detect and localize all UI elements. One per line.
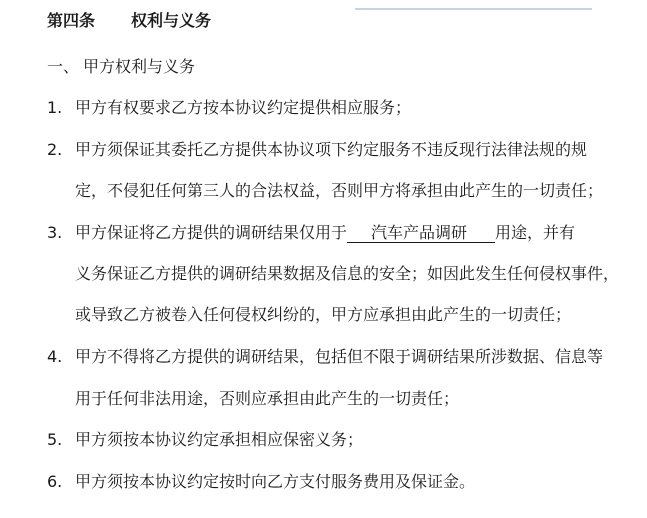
item-text: 甲方有权要求乙方按本协议约定提供相应服务； <box>75 98 412 117</box>
item-number: 1. <box>47 98 63 117</box>
item-text: 甲方须按本协议约定承担相应保密义务； <box>75 430 364 449</box>
list-item <box>47 472 475 492</box>
item-text: 甲方保证将乙方提供的调研结果仅用于 <box>75 223 348 242</box>
list-item <box>47 98 411 118</box>
list-item <box>47 140 587 160</box>
blank-value: 汽车产品调研 <box>371 223 468 242</box>
item-text: 甲方不得将乙方提供的调研结果，包括但不限于调研结果所涉数据、信息等 <box>75 347 604 366</box>
item-text: 甲方须保证其委托乙方提供本协议项下约定服务不违反现行法律法规的规 <box>75 140 588 159</box>
top-divider <box>355 8 592 10</box>
list-item <box>47 430 363 450</box>
section-title: 甲方权利与义务 <box>83 57 196 76</box>
item-number: 6. <box>47 472 63 491</box>
fill-in-blank <box>347 224 495 243</box>
article-number: 第四条 <box>47 11 96 30</box>
item-number: 4. <box>47 347 63 366</box>
item-text: 甲方须按本协议约定按时向乙方支付服务费用及保证金。 <box>75 472 476 491</box>
section-heading <box>47 57 195 77</box>
item-number: 5. <box>47 430 63 449</box>
item-number: 2. <box>47 140 63 159</box>
item-continuation: 用于任何非法用途，否则应承担由此产生的一切责任； <box>75 389 460 408</box>
item-continuation: 或导致乙方被卷入任何侵权纠纷的，甲方应承担由此产生的一切责任； <box>75 305 572 324</box>
section-marker: 一、 <box>47 57 80 76</box>
item-continuation: 义务保证乙方提供的调研结果数据及信息的安全；如因此发生任何侵权事件， <box>75 264 620 283</box>
item-text-after: 用途，并有 <box>495 223 576 242</box>
list-item <box>47 223 575 243</box>
article-title: 权利与义务 <box>131 11 212 30</box>
list-item <box>47 347 603 367</box>
article-heading <box>47 11 211 31</box>
item-number: 3. <box>47 223 63 242</box>
item-continuation: 定，不侵犯任何第三人的合法权益，否则甲方将承担由此产生的一切责任； <box>75 181 604 200</box>
